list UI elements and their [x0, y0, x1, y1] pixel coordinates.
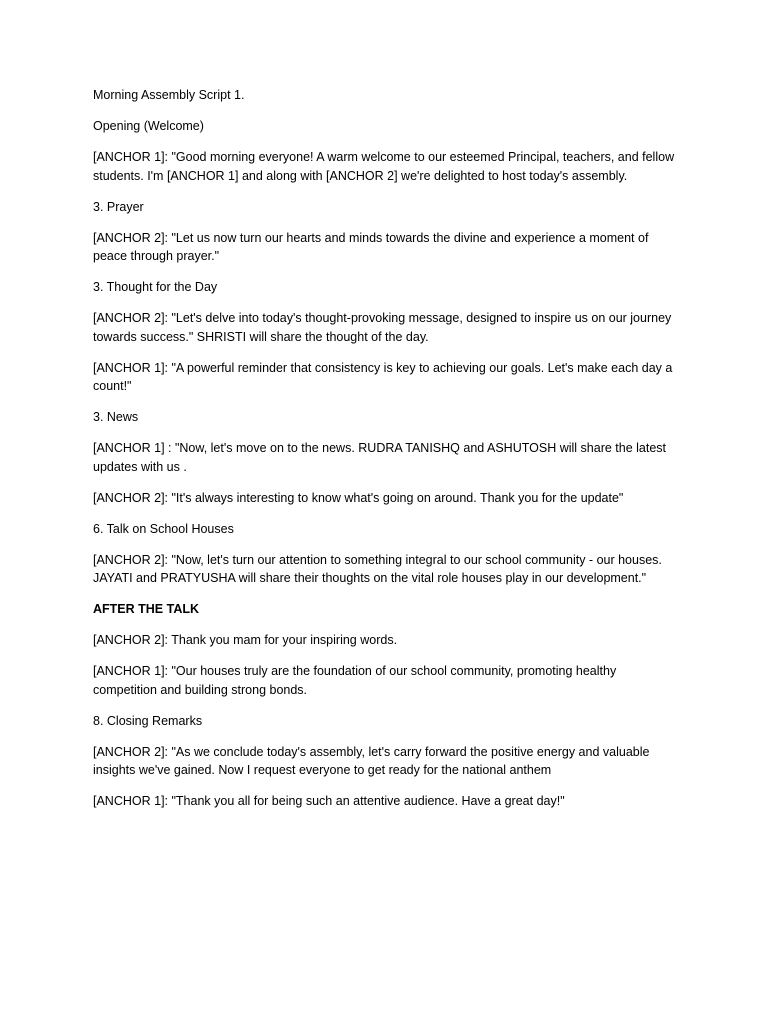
document-paragraph: 3. Thought for the Day [93, 280, 218, 295]
document-paragraph: [ANCHOR 1]: "Thank you all for being such an attentive audience. Have a great day!" [93, 794, 565, 809]
document-paragraph: 6. Talk on School Houses [93, 521, 234, 536]
section-heading-bold: AFTER THE TALK [93, 602, 200, 617]
document-paragraph: [ANCHOR 1]: "Our houses truly are the foundation of our school community, promoting healthy competition and building strong bonds. [93, 664, 617, 697]
document-title: Morning Assembly Script 1. [93, 88, 245, 102]
document-paragraph: Opening (Welcome) [93, 118, 204, 133]
document-paragraph: [ANCHOR 2]: "Let's delve into today's thought-provoking message, designed to inspire us on our journey towards success." SHRISTI will share the thought of the day. [93, 311, 672, 344]
document-paragraph: 3. News [93, 410, 139, 425]
document-paragraph: 8. Closing Remarks [93, 713, 203, 728]
document-paragraph: [ANCHOR 1] : "Now, let's move on to the news. RUDRA TANISHQ and ASHUTOSH will share the latest updates with us . [93, 441, 667, 474]
document-body [93, 86, 679, 823]
document-paragraph: [ANCHOR 2]: Thank you mam for your inspiring words. [93, 633, 398, 648]
document-paragraph: [ANCHOR 2]: "Let us now turn our hearts and minds towards the divine and experience a moment of peace through prayer." [93, 230, 649, 264]
document-paragraph: [ANCHOR 1]: "A powerful reminder that consistency is key to achieving our goals. Let's make each day a count!" [93, 360, 673, 394]
document-paragraph: [ANCHOR 2]: "As we conclude today's assembly, let's carry forward the positive energy and valuable insights we've gained. Now I request everyone to get ready for the national anthem [93, 744, 650, 778]
document-paragraph: [ANCHOR 2]: "It's always interesting to know what's going on around. Thank you for the update" [93, 490, 624, 505]
document-paragraph: [ANCHOR 2]: "Now, let's turn our attention to something integral to our school community - our houses. JAYATI and PRATYUSHA will share their thoughts on the vital role houses play in our development." [93, 552, 662, 586]
document-paragraph: [ANCHOR 1]: "Good morning everyone! A warm welcome to our esteemed Principal, teachers, and fellow students. I'm [ANCHOR 1] and along with [ANCHOR 2] we're delighted to host today's assembly. [93, 149, 675, 183]
document-paragraph: 3. Prayer [93, 199, 144, 214]
